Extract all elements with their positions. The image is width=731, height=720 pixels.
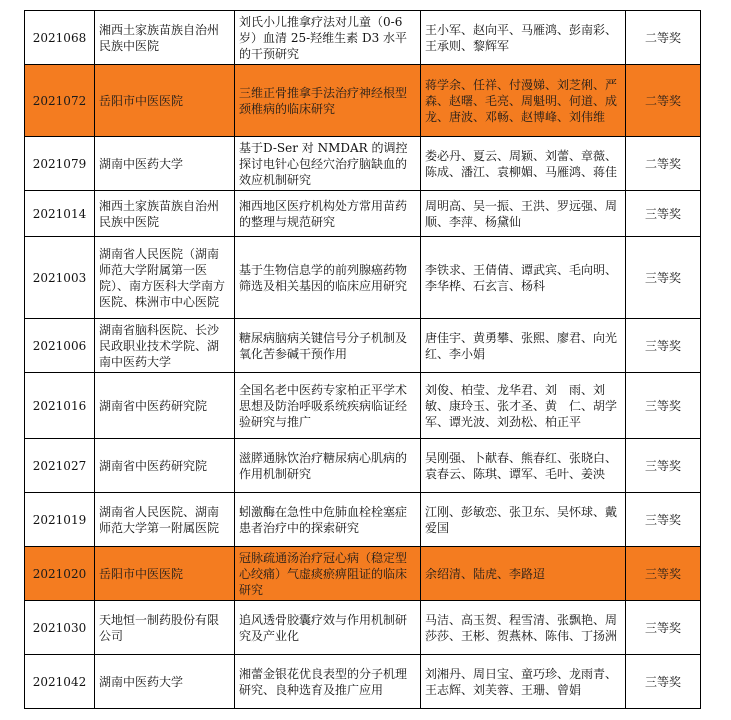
project-id: 2021003 xyxy=(25,237,95,319)
unit-name: 湖南中医药大学 xyxy=(95,655,235,709)
award-level: 三等奖 xyxy=(626,439,701,493)
unit-name: 湖南省中医药研究院 xyxy=(95,439,235,493)
team-members: 刘俊、柏莹、龙华君、刘 雨、刘 敏、康玲玉、张才圣、黄 仁、胡学军、谭光波、刘劲松、柏正平 xyxy=(421,373,626,439)
unit-name: 湖南省人民医院（湖南师范大学附属第一医院）、南方医科大学南方医院、株洲市中心医院 xyxy=(95,237,235,319)
award-level: 三等奖 xyxy=(626,373,701,439)
table-row xyxy=(25,191,701,237)
table-row-highlighted xyxy=(25,547,701,601)
table-row xyxy=(25,11,701,65)
table-row xyxy=(25,319,701,373)
project-title: 三维正骨推拿手法治疗神经根型颈椎病的临床研究 xyxy=(235,65,421,137)
awards-table xyxy=(24,10,701,709)
award-level: 二等奖 xyxy=(626,137,701,191)
project-title: 全国名老中医药专家柏正平学术思想及防治呼吸系统疾病临证经验研究与推广 xyxy=(235,373,421,439)
team-members: 王小军、赵向平、马雁鸿、彭南彩、王承则、黎辉军 xyxy=(421,11,626,65)
table-row xyxy=(25,655,701,709)
project-id: 2021072 xyxy=(25,65,95,137)
award-level: 三等奖 xyxy=(626,237,701,319)
project-title: 蚓激酶在急性中危肺血栓栓塞症患者治疗中的探索研究 xyxy=(235,493,421,547)
table-row xyxy=(25,601,701,655)
project-id: 2021016 xyxy=(25,373,95,439)
unit-name: 岳阳市中医医院 xyxy=(95,547,235,601)
team-members: 蒋学余、任祥、付漫娣、刘芝俐、严森、赵曙、毛亮、周魁明、何道、成龙、唐波、邓畅、赵博峰、刘伟维 xyxy=(421,65,626,137)
team-members: 李铁求、王倩倩、谭武宾、毛向明、李华桦、石玄言、杨科 xyxy=(421,237,626,319)
team-members: 周明高、吴一振、王洪、罗远强、周顺、李萍、杨黛仙 xyxy=(421,191,626,237)
project-id: 2021042 xyxy=(25,655,95,709)
table-row xyxy=(25,373,701,439)
project-title: 冠脉疏通汤治疗冠心病（稳定型心绞痛）气虚痰瘀痹阻证的临床研究 xyxy=(235,547,421,601)
unit-name: 岳阳市中医医院 xyxy=(95,65,235,137)
award-level: 三等奖 xyxy=(626,493,701,547)
project-title: 糖尿病脑病关键信号分子机制及氧化苦参碱干预作用 xyxy=(235,319,421,373)
team-members: 江刚、彭敏恋、张卫东、吴怀球、戴爱国 xyxy=(421,493,626,547)
award-level: 三等奖 xyxy=(626,319,701,373)
team-members: 唐佳宇、黄勇攀、张熙、廖君、向光红、李小娟 xyxy=(421,319,626,373)
project-id: 2021079 xyxy=(25,137,95,191)
project-id: 2021020 xyxy=(25,547,95,601)
team-members: 吴刚强、卜献春、熊春红、张晓白、袁春云、陈琪、谭军、毛叶、姜泱 xyxy=(421,439,626,493)
award-level: 二等奖 xyxy=(626,11,701,65)
team-members: 马洁、高玉贺、程雪清、张飘艳、周莎莎、王彬、贺燕林、陈伟、丁扬洲 xyxy=(421,601,626,655)
unit-name: 天地恒一制药股份有限公司 xyxy=(95,601,235,655)
award-level: 三等奖 xyxy=(626,601,701,655)
table-row xyxy=(25,137,701,191)
award-level: 三等奖 xyxy=(626,655,701,709)
team-members: 刘湘丹、周日宝、童巧珍、龙雨青、王志辉、刘芙蓉、王珊、曾娟 xyxy=(421,655,626,709)
team-members: 娄必丹、夏云、周颖、刘蕾、章薇、陈成、潘江、袁柳媚、马雁鸿、蒋佳 xyxy=(421,137,626,191)
project-title: 基于生物信息学的前列腺癌药物筛选及相关基因的临床应用研究 xyxy=(235,237,421,319)
project-title: 基于D-Ser 对 NMDAR 的调控探讨电针心包经穴治疗脑缺血的效应机制研究 xyxy=(235,137,421,191)
table-row xyxy=(25,439,701,493)
table-row xyxy=(25,237,701,319)
unit-name: 湘西土家族苗族自治州民族中医院 xyxy=(95,11,235,65)
unit-name: 湖南省脑科医院、长沙民政职业技术学院、湖南中医药大学 xyxy=(95,319,235,373)
project-title: 刘氏小儿推拿疗法对儿童（0-6 岁）血清 25-羟维生素 D3 水平的干预研究 xyxy=(235,11,421,65)
project-title: 湘蕾金银花优良表型的分子机理研究、良种选育及推广应用 xyxy=(235,655,421,709)
unit-name: 湖南省人民医院、湖南师范大学第一附属医院 xyxy=(95,493,235,547)
award-level: 三等奖 xyxy=(626,191,701,237)
project-id: 2021014 xyxy=(25,191,95,237)
table-row-highlighted xyxy=(25,65,701,137)
project-id: 2021068 xyxy=(25,11,95,65)
table-row xyxy=(25,493,701,547)
project-title: 湘西地区医疗机构处方常用苗药的整理与规范研究 xyxy=(235,191,421,237)
unit-name: 湘西土家族苗族自治州民族中医院 xyxy=(95,191,235,237)
award-level: 三等奖 xyxy=(626,547,701,601)
project-id: 2021019 xyxy=(25,493,95,547)
project-id: 2021030 xyxy=(25,601,95,655)
award-level: 二等奖 xyxy=(626,65,701,137)
project-title: 追风透骨胶囊疗效与作用机制研究及产业化 xyxy=(235,601,421,655)
project-id: 2021006 xyxy=(25,319,95,373)
team-members: 余绍清、陆虎、李路迢 xyxy=(421,547,626,601)
project-title: 滋膵通脉饮治疗糖尿病心肌病的作用机制研究 xyxy=(235,439,421,493)
unit-name: 湖南省中医药研究院 xyxy=(95,373,235,439)
project-id: 2021027 xyxy=(25,439,95,493)
unit-name: 湖南中医药大学 xyxy=(95,137,235,191)
